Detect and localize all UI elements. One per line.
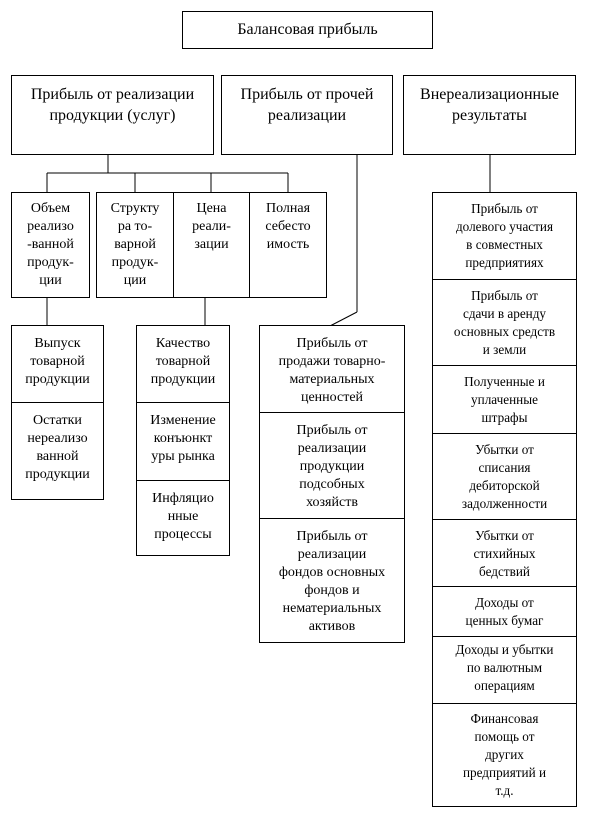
nonop-securities-label: Доходы от ценных бумаг [465,595,544,628]
nonop-aid-label: Финансовая помощь от других предприятий и т.д. [462,711,547,798]
connector-other-diagonal [330,312,357,326]
volume-remains-box [11,402,104,500]
price-inflation-box [136,480,230,556]
nonop-disasters-box [432,519,577,587]
other-sales-profit-label: Прибыль от прочей реализации [240,86,374,124]
nonop-securities-box [432,586,577,637]
other-inventory-label: Прибыль от продажи товарно- материальных ценностей [278,336,386,405]
factor-structure-box [96,192,174,298]
nonop-fines-label: Полученные и уплаченные штрафы [464,374,545,425]
price-quality-label: Качество товарной продукции [150,336,216,387]
non-operating-results-label: Внереализационные результаты [420,86,559,124]
nonop-writeoff-label: Убытки от списания дебиторской задолженности [461,442,548,511]
factor-cost-box [249,192,327,298]
factor-volume-box [11,192,90,298]
price-market-label: Изменение конъюнкт уры рынка [150,413,216,464]
price-market-box [136,402,230,481]
factor-price-label: Цена реали- зации [192,201,231,252]
nonop-equity-box [432,192,577,280]
other-subsidiary-box [259,412,405,519]
root-label: Балансовая прибыль [237,21,378,38]
nonop-equity-label: Прибыль от долевого участия в совместных предприятиях [455,201,554,270]
nonop-currency-label: Доходы и убытки по валютным операциям [455,642,554,693]
factor-price-box [173,192,250,298]
sales-profit-box [11,75,214,155]
volume-output-label: Выпуск товарной продукции [25,336,90,387]
other-subsidiary-label: Прибыль от реализации продукции подсобных хозяйств [296,423,368,510]
other-fixed-assets-box [259,518,405,643]
nonop-writeoff-box [432,433,577,520]
other-fixed-assets-label: Прибыль от реализации фондов основных фондов и нематериальных активов [278,529,386,634]
price-inflation-label: Инфляцио нные процессы [152,491,214,542]
other-sales-profit-box [221,75,393,155]
nonop-disasters-label: Убытки от стихийных бедствий [473,528,536,579]
nonop-lease-label: Прибыль от сдачи в аренду основных средств и земли [453,288,556,357]
volume-output-box [11,325,104,403]
factor-cost-label: Полная себесто имость [265,201,311,252]
price-quality-box [136,325,230,403]
root-balance-profit [182,11,433,49]
factor-volume-label: Объем реализо -ванной продук- ции [27,201,74,288]
non-operating-results-box [403,75,576,155]
nonop-fines-box [432,365,577,434]
nonop-currency-box [432,636,577,704]
sales-profit-label: Прибыль от реализации продукции (услуг) [30,86,195,124]
volume-remains-label: Остатки нереализо ванной продукции [25,413,90,482]
factor-structure-label: Структу ра то- варной продук- ции [110,201,160,288]
nonop-lease-box [432,279,577,366]
nonop-aid-box [432,703,577,807]
other-inventory-box [259,325,405,413]
